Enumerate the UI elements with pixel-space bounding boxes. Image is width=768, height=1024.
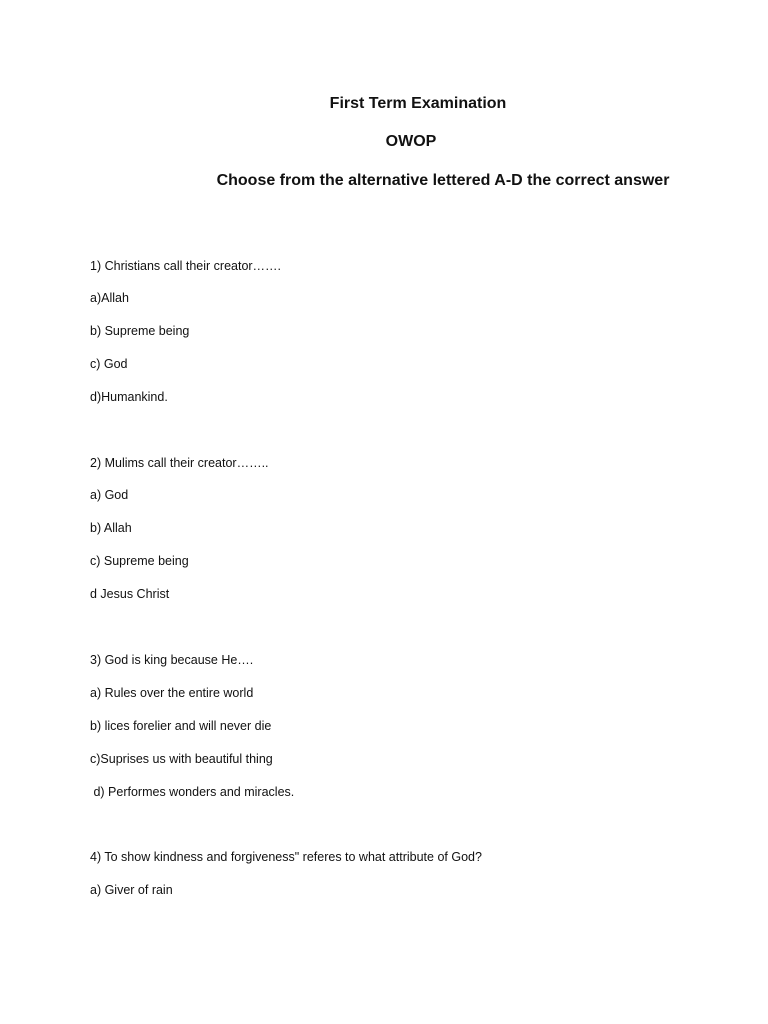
question-1-option-a: a)Allah <box>90 291 129 305</box>
question-2-option-a: a) God <box>90 488 129 502</box>
question-3-text: 3) God is king because He…. <box>90 653 254 667</box>
exam-title: First Term Examination <box>329 95 507 112</box>
question-1-text: 1) Christians call their creator……. <box>90 259 282 273</box>
question-2-option-b: b) Allah <box>90 521 132 535</box>
question-3-option-b: b) lices forelier and will never die <box>90 719 272 733</box>
question-3-option-c: c)Suprises us with beautiful thing <box>90 752 273 766</box>
question-3-option-d: d) Performes wonders and miracles. <box>90 785 295 799</box>
exam-subject: OWOP <box>385 133 437 150</box>
question-2-option-d: d Jesus Christ <box>90 587 170 601</box>
question-4-option-a: a) Giver of rain <box>90 883 173 897</box>
question-1-option-b: b) Supreme being <box>90 324 190 338</box>
question-1-option-c: c) God <box>90 357 128 371</box>
exam-instruction: Choose from the alternative lettered A-D the correct answer <box>216 172 670 189</box>
question-4-text: 4) To show kindness and forgiveness" referes to what attribute of God? <box>90 850 482 864</box>
question-1-option-d: d)Humankind. <box>90 390 168 404</box>
question-2-option-c: c) Supreme being <box>90 554 189 568</box>
question-3-option-a: a) Rules over the entire world <box>90 686 254 700</box>
question-2-text: 2) Mulims call their creator…….. <box>90 456 269 470</box>
